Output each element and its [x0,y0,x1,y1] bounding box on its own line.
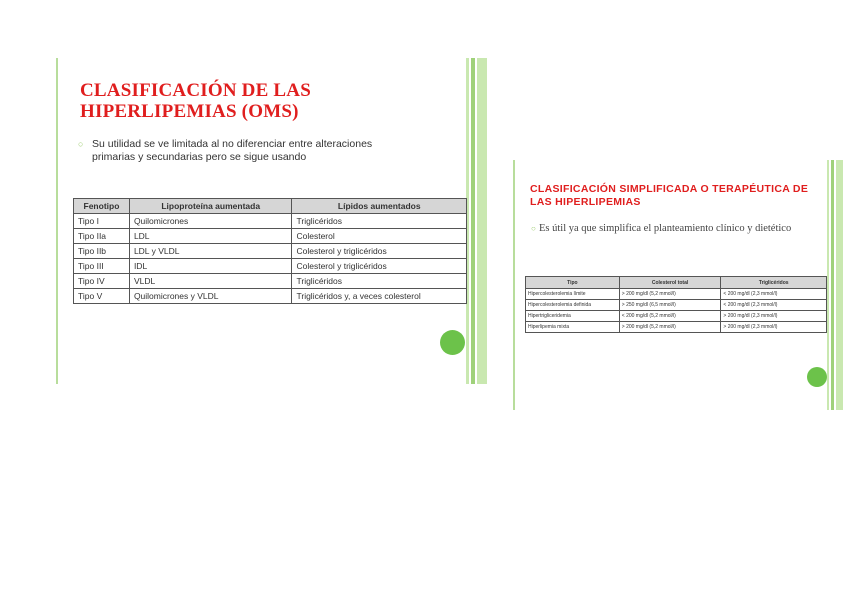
table-cell: Colesterol [292,229,467,244]
table-cell: Tipo IIa [74,229,130,244]
table-row [74,214,467,229]
decorative-bar [471,58,475,384]
column-header: Fenotipo [74,199,130,214]
slide-bullet [78,138,398,164]
table-cell: Colesterol y triglicéridos [292,244,467,259]
table-row [526,289,827,300]
table-cell: Triglicéridos [292,274,467,289]
green-dot-decoration [807,367,827,387]
decorative-bar [831,160,834,410]
table-cell: < 200 mg/dl (2,3 mmol/l) [721,289,827,300]
table-cell: > 200 mg/dl (2,3 mmol/l) [721,322,827,333]
slide-decorative-bars [466,58,488,384]
slide-simplified-classification [513,160,843,410]
table-cell: > 200 mg/dl (5,2 mmol/l) [619,322,721,333]
table-cell: > 250 mg/dl (6,5 mmol/l) [619,300,721,311]
table-cell: LDL y VLDL [129,244,292,259]
slide-bullet [531,222,801,236]
table-row [74,244,467,259]
table-row [74,259,467,274]
table-cell: Quilomicrones [129,214,292,229]
table-cell: Hipercolesterolemia definida [526,300,620,311]
table-cell: Hipercolesterolemia límite [526,289,620,300]
table-header-row [74,199,467,214]
table-row [526,322,827,333]
table-cell: Hipertrigliceridemia [526,311,620,322]
decorative-bar [477,58,487,384]
table-cell: LDL [129,229,292,244]
column-header: Lipoproteína aumentada [129,199,292,214]
decorative-bar [836,160,843,410]
table-header-row [526,277,827,289]
phenotype-table [73,198,467,304]
slide-oms-classification [56,58,486,384]
table-cell: > 200 mg/dl (5,2 mmol/l) [619,289,721,300]
simplified-classification-table [525,276,827,333]
table-cell: Tipo V [74,289,130,304]
column-header: Lípidos aumentados [292,199,467,214]
table-row [526,300,827,311]
bullet-circle-icon: ○ [78,139,84,149]
green-dot-decoration [440,330,465,355]
table-row [526,311,827,322]
table-row [74,289,467,304]
bullet-circle-icon: ○ [531,224,536,233]
table-cell: Tipo IV [74,274,130,289]
table-cell: VLDL [129,274,292,289]
table-row [74,274,467,289]
column-header: Colesterol total [619,277,721,289]
table-cell: Tipo IIb [74,244,130,259]
slide-left-rule [513,160,515,410]
table-cell: < 200 mg/dl (2,3 mmol/l) [721,300,827,311]
table-cell: Tipo I [74,214,130,229]
slide-decorative-bars [827,160,843,410]
bullet-text: Su utilidad se ve limitada al no diferenciar entre alteraciones primarias y secundarias pero se sigue usando [92,138,373,163]
table-cell: IDL [129,259,292,274]
slide-left-rule [56,58,58,384]
table-cell: Triglicéridos y, a veces colesterol [292,289,467,304]
column-header: Tipo [526,277,620,289]
decorative-bar [827,160,829,410]
table-row [74,229,467,244]
table-cell: Quilomicrones y VLDL [129,289,292,304]
slide-title: CLASIFICACIÓN SIMPLIFICADA O TERAPÉUTICA DE LAS HIPERLIPEMIAS [530,183,809,208]
table-cell: Tipo III [74,259,130,274]
table-cell: Hiperlipemia mixta [526,322,620,333]
table-cell: Triglicéridos [292,214,467,229]
bullet-text: Es útil ya que simplifica el planteamiento clínico y dietético [539,223,792,234]
column-header: Triglicéridos [721,277,827,289]
table-cell: Colesterol y triglicéridos [292,259,467,274]
slide-title: CLASIFICACIÓN DE LAS HIPERLIPEMIAS (OMS) [80,80,311,122]
table-cell: > 200 mg/dl (2,3 mmol/l) [721,311,827,322]
table-cell: < 200 mg/dl (5,2 mmol/l) [619,311,721,322]
